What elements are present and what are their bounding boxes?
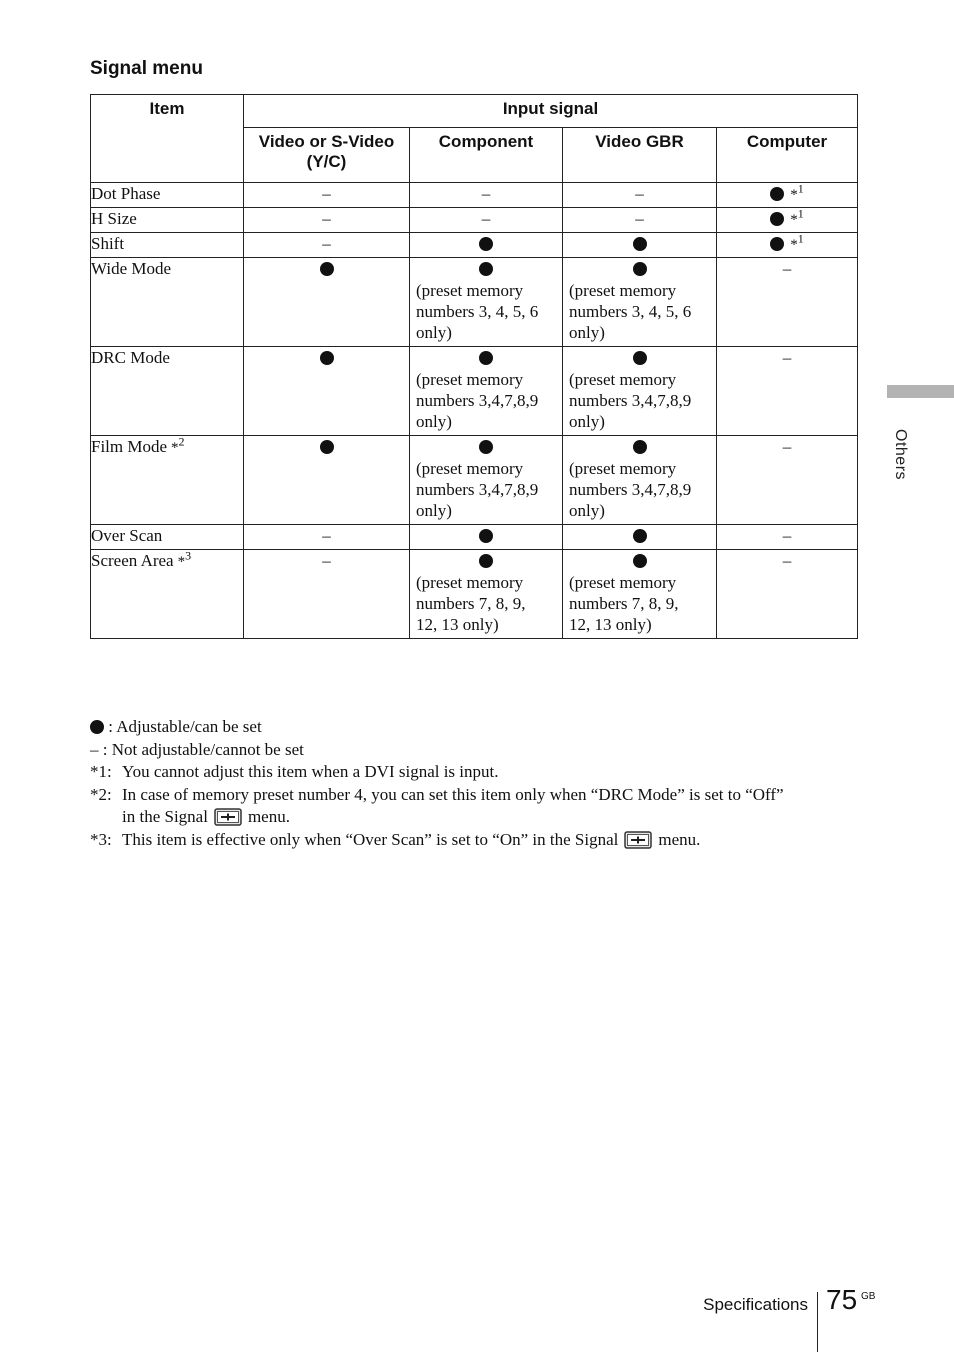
legend-not-adjustable: – : Not adjustable/cannot be set [90, 739, 304, 759]
footnote-ref: *$^3$ [177, 548, 192, 570]
table-cell [244, 436, 410, 525]
footnote-ref: *$^2$ [171, 434, 185, 456]
table-cell [244, 258, 410, 347]
table-cell [563, 233, 717, 258]
header-input-signal: Input signal [244, 95, 858, 128]
table-cell [244, 208, 410, 233]
signal-menu-table [90, 94, 858, 639]
row-label: Screen Area *$^3$ [91, 550, 244, 639]
table-row [91, 208, 858, 233]
dash-mark: – [322, 234, 331, 253]
row-label: Shift [91, 233, 244, 258]
cell-note: (preset memory numbers 3,4,7,8,9 only) [416, 370, 539, 431]
filled-circle-icon [633, 440, 647, 454]
table-cell [563, 258, 717, 347]
filled-circle-icon [770, 187, 784, 201]
filled-circle-icon [320, 440, 334, 454]
table-cell [244, 347, 410, 436]
filled-circle-icon [479, 529, 493, 543]
filled-circle-icon [633, 351, 647, 365]
filled-circle-icon [479, 440, 493, 454]
table-cell [244, 525, 410, 550]
filled-circle-icon [320, 351, 334, 365]
dash-mark: – [635, 209, 644, 228]
table-cell [410, 208, 563, 233]
footnote-1: *1: You cannot adjust this item when a DVI signal is input. [90, 762, 499, 781]
filled-circle-icon [633, 554, 647, 568]
cell-note: (preset memory numbers 3, 4, 5, 6 only) [569, 281, 692, 342]
filled-circle-icon [479, 237, 493, 251]
footnote-3: *3: This item is effective only when “Over Scan” is set to “On” in the Signal menu. [90, 829, 701, 849]
dash-mark: – [481, 184, 491, 203]
table-cell [244, 550, 410, 639]
filled-circle-icon [633, 529, 647, 543]
footer-divider [817, 1292, 818, 1352]
table-cell [410, 436, 563, 525]
signal-menu-icon [214, 808, 242, 826]
dash-mark: – [782, 437, 792, 456]
table-cell [410, 233, 563, 258]
footnote-ref: *$^1$ [790, 206, 804, 228]
legend [90, 716, 870, 851]
table-cell [563, 525, 717, 550]
footnote-ref: *$^1$ [790, 231, 804, 253]
page-number: 75 [826, 1284, 858, 1315]
row-label: H Size [91, 208, 244, 233]
dash-mark: – [322, 526, 331, 545]
table-cell [563, 436, 717, 525]
filled-circle-icon [770, 237, 784, 251]
table-row [91, 525, 858, 550]
table-row [91, 347, 858, 436]
filled-circle-icon [479, 554, 493, 568]
table-cell [717, 525, 858, 550]
cell-note: (preset memory numbers 3,4,7,8,9 only) [569, 370, 692, 431]
table-cell [563, 183, 717, 208]
column-header: Video or S-Video (Y/C) [244, 128, 410, 183]
filled-circle-icon [479, 351, 493, 365]
table-cell [410, 347, 563, 436]
dash-mark: – [782, 551, 792, 570]
table-cell [410, 550, 563, 639]
row-label: DRC Mode [91, 347, 244, 436]
footnote-2: *2: In case of memory preset number 4, you can set this item only when “DRC Mode” is set to “Off” in the Signal menu. [90, 784, 784, 826]
table-cell [563, 347, 717, 436]
table-cell [244, 233, 410, 258]
side-tab-bar [887, 385, 954, 398]
footnote-ref: *$^1$ [790, 181, 804, 203]
row-label: Film Mode *$^2$ [91, 436, 244, 525]
page-number-suffix: GB [861, 1291, 876, 1302]
table-row [91, 436, 858, 525]
table-cell [410, 183, 563, 208]
table-row [91, 550, 858, 639]
footer-section-label: Specifications [703, 1295, 808, 1314]
table-cell [717, 436, 858, 525]
table-cell [244, 183, 410, 208]
side-tab-label: Others [892, 429, 909, 481]
dash-mark: – [481, 209, 491, 228]
cell-note: (preset memory numbers 3,4,7,8,9 only) [569, 459, 692, 520]
column-header: Video GBR [563, 128, 717, 183]
table-cell [717, 258, 858, 347]
cell-note: (preset memory numbers 3, 4, 5, 6 only) [416, 281, 539, 342]
table-cell [563, 550, 717, 639]
row-label: Over Scan [91, 525, 244, 550]
dash-mark: – [782, 348, 792, 367]
cell-note: (preset memory numbers 7, 8, 9, 12, 13 only) [569, 573, 679, 634]
filled-circle-icon [90, 720, 104, 734]
cell-note: (preset memory numbers 3,4,7,8,9 only) [416, 459, 539, 520]
table-cell [717, 183, 858, 208]
table-row [91, 258, 858, 347]
table-cell [717, 233, 858, 258]
filled-circle-icon [320, 262, 334, 276]
legend-adjustable: : Adjustable/can be set [90, 716, 870, 739]
table-cell [410, 258, 563, 347]
cell-note: (preset memory numbers 7, 8, 9, 12, 13 only) [416, 573, 526, 634]
column-header: Computer [717, 128, 858, 183]
table-cell [563, 208, 717, 233]
row-label: Wide Mode [91, 258, 244, 347]
filled-circle-icon [479, 262, 493, 276]
table-cell [410, 525, 563, 550]
filled-circle-icon [633, 237, 647, 251]
dash-mark: – [782, 259, 792, 278]
column-header: Component [410, 128, 563, 183]
table-cell [717, 550, 858, 639]
dash-mark: – [782, 526, 792, 545]
dash-mark: – [322, 184, 331, 203]
table-row [91, 233, 858, 258]
table-cell [717, 347, 858, 436]
table-cell [717, 208, 858, 233]
dash-mark: – [322, 209, 331, 228]
filled-circle-icon [633, 262, 647, 276]
header-item: Item [91, 95, 244, 183]
dash-mark: – [322, 551, 331, 570]
section-title: Signal menu [90, 58, 203, 79]
filled-circle-icon [770, 212, 784, 226]
table-row [91, 183, 858, 208]
signal-menu-icon [624, 831, 652, 849]
row-label: Dot Phase [91, 183, 244, 208]
dash-mark: – [635, 184, 644, 203]
